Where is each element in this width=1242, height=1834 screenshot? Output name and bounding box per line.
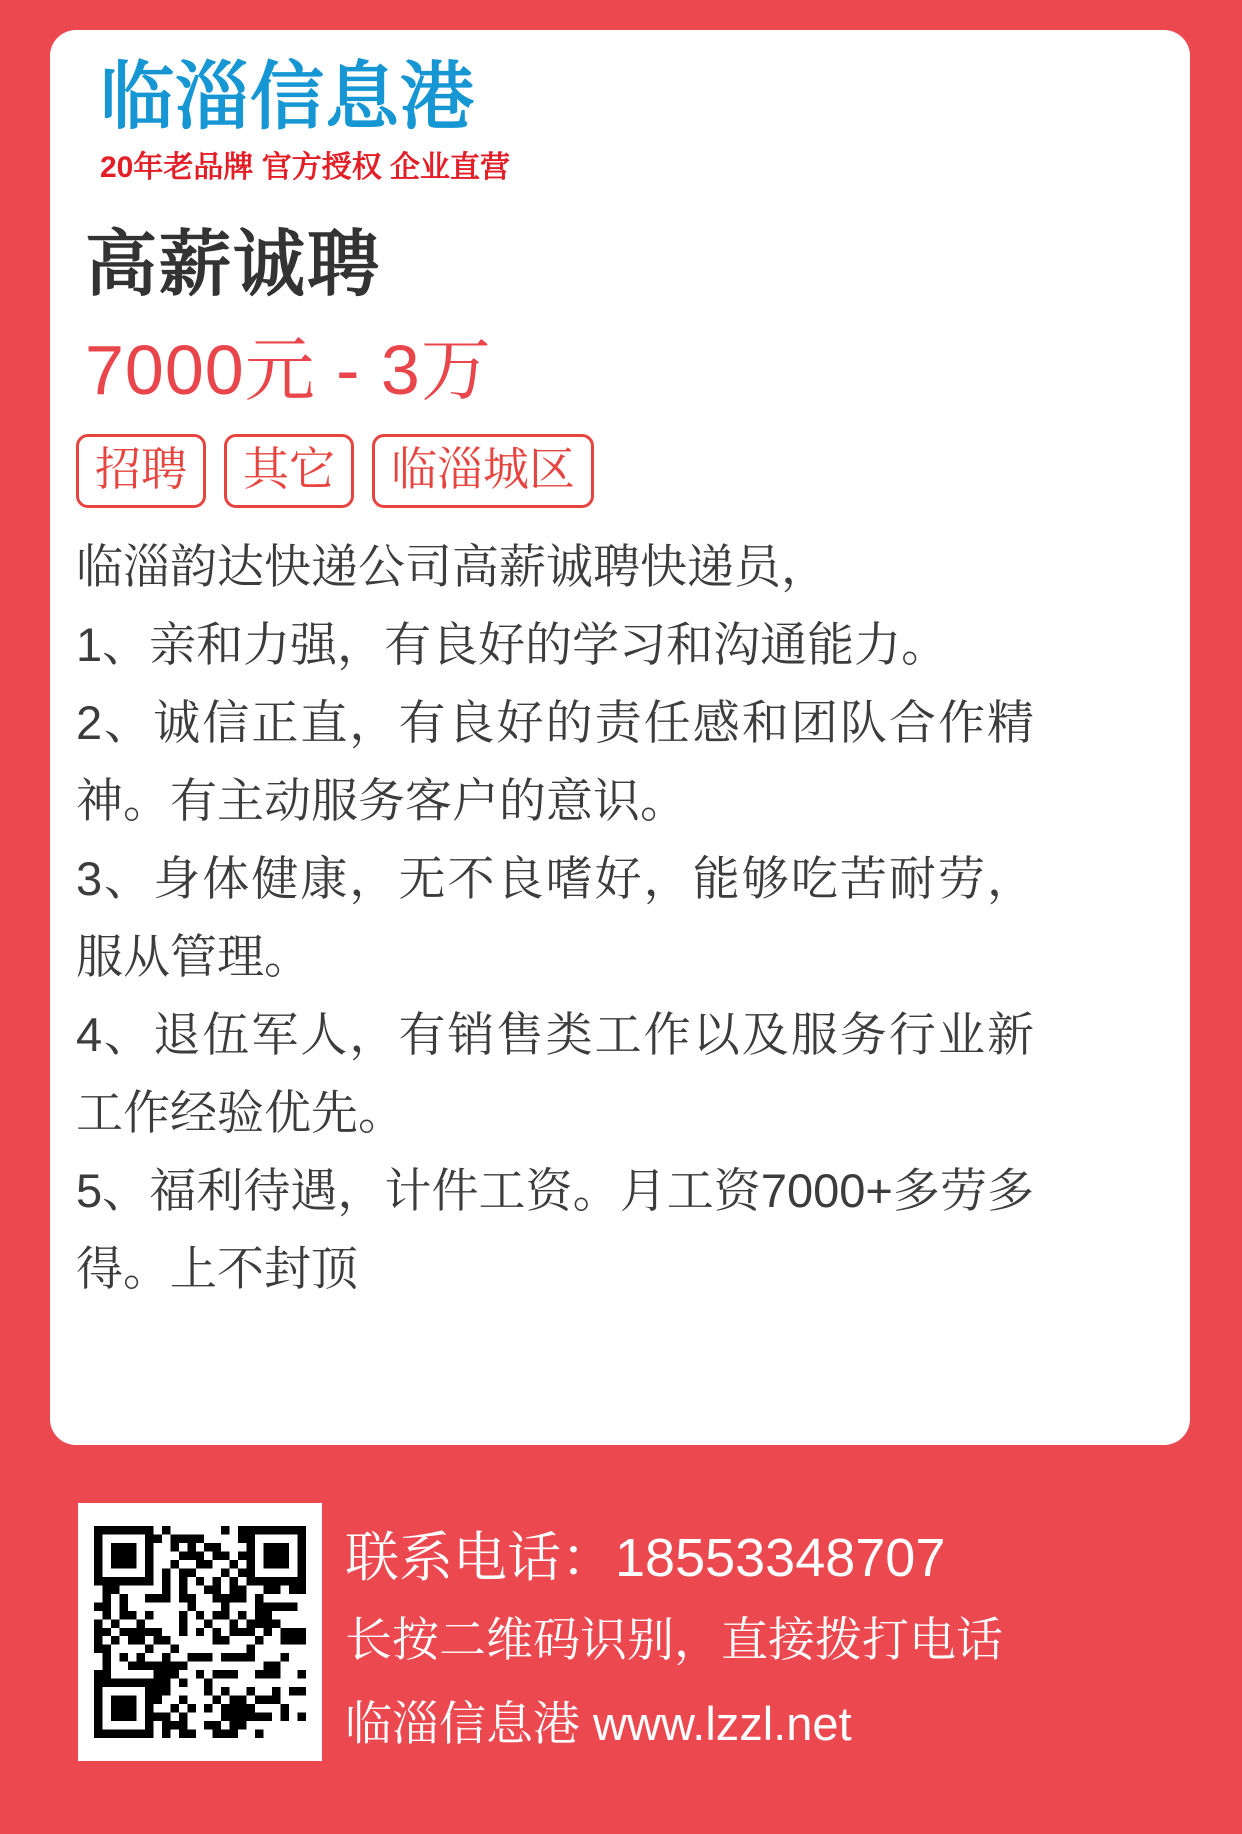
description-paragraph: 4、退伍军人，有销售类工作以及服务行业新工作经验优先。	[76, 1008, 1034, 1139]
listing-card	[50, 30, 1190, 1445]
qr-code[interactable]	[78, 1503, 322, 1761]
salary-range: 7000元 - 3万	[85, 331, 492, 409]
category-tag[interactable]: 招聘	[76, 434, 206, 508]
description-paragraph: 2、诚信正直，有良好的责任感和团队合作精神。有主动服务客户的意识。	[76, 696, 1034, 827]
tag-row	[76, 434, 594, 508]
job-description	[76, 528, 1034, 1308]
contact-phone: 联系电话：18553348707	[345, 1528, 946, 1588]
qr-instruction: 长按二维码识别，直接拨打电话	[345, 1613, 1003, 1666]
description-paragraph: 临淄韵达快递公司高薪诚聘快递员，	[76, 540, 828, 593]
site-link: 临淄信息港 www.lzzl.net	[345, 1697, 852, 1750]
brand-logo	[100, 55, 511, 186]
category-tag[interactable]: 临淄城区	[372, 434, 594, 508]
qr-code-graphic	[94, 1526, 306, 1738]
description-paragraph: 1、亲和力强，有良好的学习和沟通能力。	[76, 618, 949, 671]
description-paragraph: 3、身体健康，无不良嗜好，能够吃苦耐劳，服从管理。	[76, 852, 1034, 983]
brand-logo-text: 临淄信息港	[100, 55, 475, 138]
brand-tagline: 20年老品牌 官方授权 企业直营	[100, 150, 511, 184]
listing-title: 高薪诚聘	[85, 225, 382, 305]
category-tag[interactable]: 其它	[224, 434, 354, 508]
contact-footer	[0, 1445, 1242, 1834]
description-paragraph: 5、福利待遇，计件工资。月工资7000+多劳多得。上不封顶	[76, 1164, 1034, 1295]
